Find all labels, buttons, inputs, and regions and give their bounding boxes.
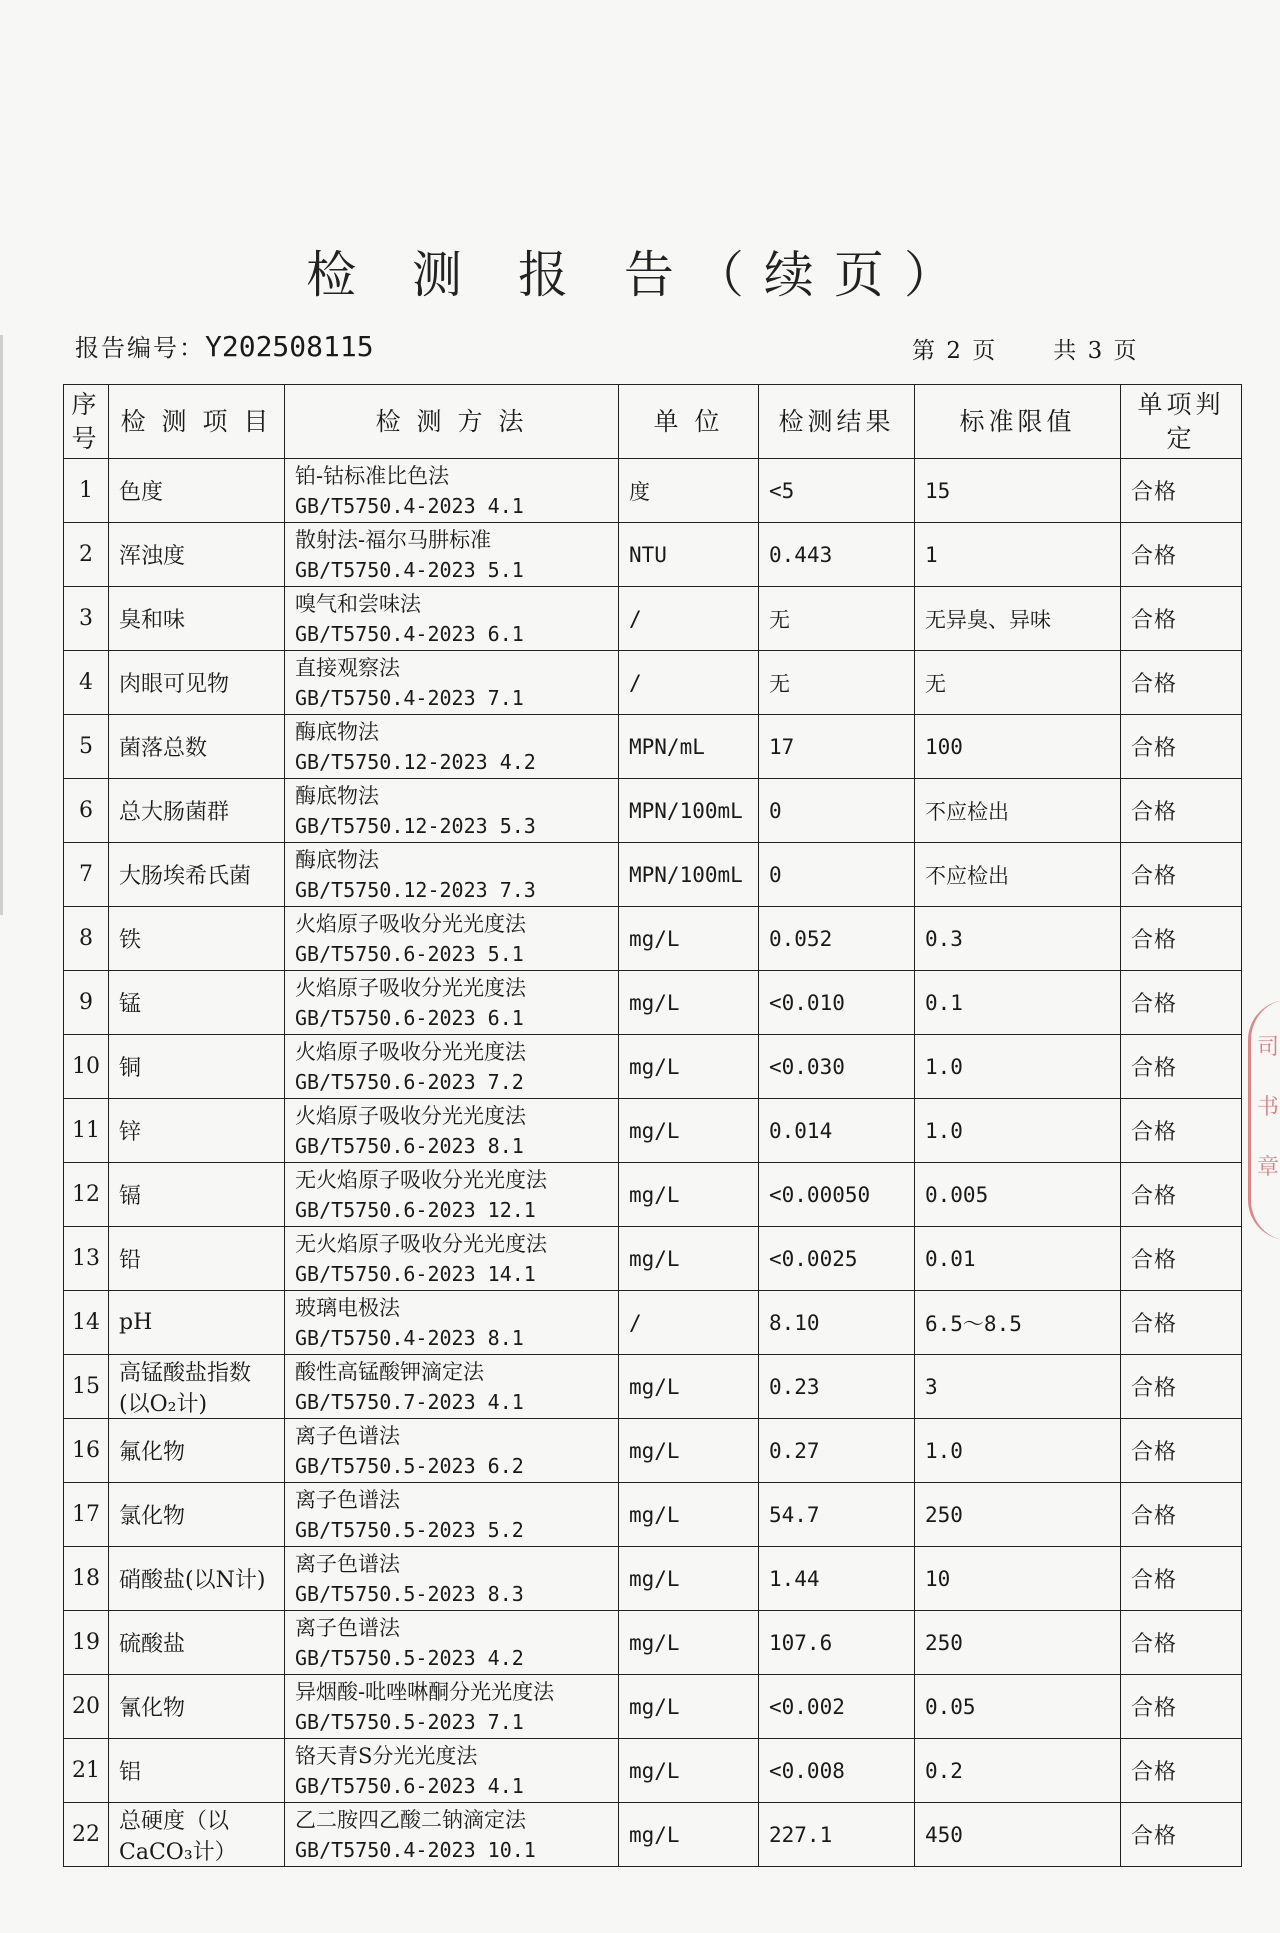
report-number [75,328,374,363]
cell-judge: 合格 [1121,1355,1242,1419]
cell-result: <0.008 [759,1739,915,1803]
cell-seq: 18 [64,1547,109,1611]
method-standard: GB/T5750.6-2023 14.1 [295,1261,536,1286]
method-name: 酶底物法 [295,719,379,744]
method-name: 火焰原子吸收分光光度法 [295,975,526,1000]
cell-result: 无 [759,651,915,715]
method-standard: GB/T5750.5-2023 4.2 [295,1645,524,1670]
cell-unit: mg/L [619,1227,759,1291]
method-standard: GB/T5750.4-2023 4.1 [295,493,524,518]
cell-limit: 无 [915,651,1121,715]
header-unit: 单 位 [619,385,759,459]
cell-seq: 6 [64,779,109,843]
cell-judge: 合格 [1121,1035,1242,1099]
cell-seq: 16 [64,1419,109,1483]
cell-item: 铁 [109,907,285,971]
cell-seq: 2 [64,523,109,587]
cell-unit: mg/L [619,1419,759,1483]
cell-judge: 合格 [1121,459,1242,523]
cell-item: 镉 [109,1163,285,1227]
method-name: 离子色谱法 [295,1615,400,1640]
table-row [64,1611,1242,1675]
method-standard: GB/T5750.6-2023 12.1 [295,1197,536,1222]
cell-limit: 0.01 [915,1227,1121,1291]
cell-item: 肉眼可见物 [109,651,285,715]
cell-seq: 12 [64,1163,109,1227]
cell-judge: 合格 [1121,1611,1242,1675]
cell-seq: 4 [64,651,109,715]
cell-result: 0.27 [759,1419,915,1483]
cell-judge: 合格 [1121,907,1242,971]
cell-item: 铅 [109,1227,285,1291]
header-judge: 单项判定 [1121,385,1242,459]
table-row [64,1163,1242,1227]
cell-item: 锌 [109,1099,285,1163]
cell-result: 0.014 [759,1099,915,1163]
method-standard: GB/T5750.5-2023 6.2 [295,1453,524,1478]
method-standard: GB/T5750.4-2023 10.1 [295,1837,536,1862]
cell-seq: 20 [64,1675,109,1739]
cell-seq: 13 [64,1227,109,1291]
cell-limit: 0.3 [915,907,1121,971]
cell-judge: 合格 [1121,1547,1242,1611]
cell-item: 总硬度（以CaCO₃计） [109,1803,285,1867]
cell-unit: mg/L [619,1803,759,1867]
cell-limit: 250 [915,1611,1121,1675]
cell-unit: mg/L [619,1355,759,1419]
cell-result: 0 [759,779,915,843]
cell-method [285,715,619,779]
cell-method [285,587,619,651]
cell-judge: 合格 [1121,651,1242,715]
cell-result: 227.1 [759,1803,915,1867]
table-row [64,1419,1242,1483]
method-name: 异烟酸-吡唑啉酮分光光度法 [295,1679,555,1704]
cell-method [285,1355,619,1419]
table-row [64,587,1242,651]
cell-unit: mg/L [619,1099,759,1163]
table-row [64,1099,1242,1163]
method-name: 乙二胺四乙酸二钠滴定法 [295,1807,526,1832]
cell-method [285,843,619,907]
cell-item: 氯化物 [109,1483,285,1547]
cell-unit: / [619,651,759,715]
method-standard: GB/T5750.5-2023 8.3 [295,1581,524,1606]
cell-limit: 0.1 [915,971,1121,1035]
cell-item: 氟化物 [109,1419,285,1483]
table-row [64,1739,1242,1803]
cell-unit: mg/L [619,971,759,1035]
cell-method [285,1547,619,1611]
cell-seq: 19 [64,1611,109,1675]
cell-item: 氰化物 [109,1675,285,1739]
cell-result: 0.23 [759,1355,915,1419]
cell-unit: / [619,1291,759,1355]
cell-limit: 1.0 [915,1099,1121,1163]
cell-seq: 15 [64,1355,109,1419]
cell-limit: 0.05 [915,1675,1121,1739]
method-name: 火焰原子吸收分光光度法 [295,911,526,936]
cell-limit: 1.0 [915,1035,1121,1099]
method-name: 火焰原子吸收分光光度法 [295,1103,526,1128]
cell-limit: 1.0 [915,1419,1121,1483]
cell-unit: NTU [619,523,759,587]
report-number-value: Y202508115 [205,330,374,363]
cell-item: 高锰酸盐指数(以O₂计) [109,1355,285,1419]
cell-method [285,1035,619,1099]
cell-result: <0.002 [759,1675,915,1739]
cell-method [285,1163,619,1227]
scan-edge-shadow [0,335,3,915]
method-name: 铂-钴标准比色法 [295,463,450,488]
cell-judge: 合格 [1121,1291,1242,1355]
cell-seq: 3 [64,587,109,651]
cell-judge: 合格 [1121,715,1242,779]
page-indicator [912,332,1147,365]
cell-seq: 10 [64,1035,109,1099]
method-name: 酶底物法 [295,847,379,872]
method-standard: GB/T5750.6-2023 5.1 [295,941,524,966]
method-standard: GB/T5750.6-2023 7.2 [295,1069,524,1094]
cell-seq: 5 [64,715,109,779]
table-row [64,779,1242,843]
cell-judge: 合格 [1121,971,1242,1035]
table-row [64,1291,1242,1355]
cell-seq: 11 [64,1099,109,1163]
cell-judge: 合格 [1121,843,1242,907]
cell-unit: mg/L [619,1163,759,1227]
method-name: 酶底物法 [295,783,379,808]
page-title: 检 测 报 告（续页） [306,246,974,304]
cell-result: 0 [759,843,915,907]
cell-result: 107.6 [759,1611,915,1675]
cell-method [285,1611,619,1675]
cell-seq: 9 [64,971,109,1035]
method-standard: GB/T5750.12-2023 4.2 [295,749,536,774]
header-result: 检测结果 [759,385,915,459]
cell-unit: mg/L [619,1739,759,1803]
cell-unit: mg/L [619,1675,759,1739]
cell-method [285,779,619,843]
cell-result: <0.0025 [759,1227,915,1291]
table-row [64,651,1242,715]
cell-unit: MPN/100mL [619,843,759,907]
cell-item: 硫酸盐 [109,1611,285,1675]
table-row [64,1227,1242,1291]
cell-seq: 1 [64,459,109,523]
cell-seq: 22 [64,1803,109,1867]
cell-result: <0.00050 [759,1163,915,1227]
cell-method [285,1483,619,1547]
cell-limit: 无异臭、异味 [915,587,1121,651]
report-number-label: 报告编号： [75,334,205,362]
cell-result: 无 [759,587,915,651]
cell-seq: 7 [64,843,109,907]
cell-item: 锰 [109,971,285,1035]
cell-method [285,1227,619,1291]
cell-method [285,1803,619,1867]
cell-seq: 14 [64,1291,109,1355]
cell-method [285,907,619,971]
cell-item: 铝 [109,1739,285,1803]
cell-judge: 合格 [1121,1675,1242,1739]
cell-judge: 合格 [1121,1099,1242,1163]
method-standard: GB/T5750.6-2023 6.1 [295,1005,524,1030]
cell-judge: 合格 [1121,779,1242,843]
cell-limit: 250 [915,1483,1121,1547]
table-row [64,1355,1242,1419]
method-standard: GB/T5750.7-2023 4.1 [295,1389,524,1414]
header-seq: 序号 [64,385,109,459]
cell-unit: 度 [619,459,759,523]
method-name: 离子色谱法 [295,1423,400,1448]
cell-limit: 10 [915,1547,1121,1611]
method-name: 火焰原子吸收分光光度法 [295,1039,526,1064]
cell-result: <5 [759,459,915,523]
table-row [64,459,1242,523]
method-standard: GB/T5750.6-2023 4.1 [295,1773,524,1798]
page-total: 共 3 页 [1053,338,1139,364]
cell-unit: mg/L [619,1611,759,1675]
cell-seq: 17 [64,1483,109,1547]
cell-unit: / [619,587,759,651]
cell-item: 浑浊度 [109,523,285,587]
table-header-row [64,385,1242,459]
table-row [64,907,1242,971]
header-limit: 标准限值 [915,385,1121,459]
results-table [63,384,1242,1867]
cell-method [285,1291,619,1355]
table-row [64,1803,1242,1867]
cell-judge: 合格 [1121,1419,1242,1483]
cell-limit: 不应检出 [915,843,1121,907]
cell-item: 总大肠菌群 [109,779,285,843]
method-name: 离子色谱法 [295,1487,400,1512]
cell-limit: 0.005 [915,1163,1121,1227]
cell-limit: 100 [915,715,1121,779]
cell-limit: 0.2 [915,1739,1121,1803]
method-standard: GB/T5750.4-2023 6.1 [295,621,524,646]
cell-result: 0.443 [759,523,915,587]
cell-limit: 450 [915,1803,1121,1867]
cell-seq: 8 [64,907,109,971]
cell-method [285,1675,619,1739]
cell-result: 17 [759,715,915,779]
cell-judge: 合格 [1121,1739,1242,1803]
cell-unit: mg/L [619,907,759,971]
cell-method [285,651,619,715]
table-row [64,971,1242,1035]
cell-method [285,1739,619,1803]
method-standard: GB/T5750.4-2023 8.1 [295,1325,524,1350]
cell-item: 铜 [109,1035,285,1099]
cell-result: 1.44 [759,1547,915,1611]
table-row [64,1483,1242,1547]
method-name: 无火焰原子吸收分光光度法 [295,1167,547,1192]
method-standard: GB/T5750.12-2023 7.3 [295,877,536,902]
cell-judge: 合格 [1121,1803,1242,1867]
cell-item: pH [109,1291,285,1355]
method-standard: GB/T5750.5-2023 7.1 [295,1709,524,1734]
method-name: 无火焰原子吸收分光光度法 [295,1231,547,1256]
cell-result: <0.010 [759,971,915,1035]
method-standard: GB/T5750.4-2023 5.1 [295,557,524,582]
cell-judge: 合格 [1121,1483,1242,1547]
method-name: 离子色谱法 [295,1551,400,1576]
table-row [64,843,1242,907]
cell-limit: 15 [915,459,1121,523]
cell-result: 8.10 [759,1291,915,1355]
cell-method [285,523,619,587]
cell-unit: MPN/mL [619,715,759,779]
method-name: 嗅气和尝味法 [295,591,421,616]
cell-judge: 合格 [1121,1227,1242,1291]
cell-unit: MPN/100mL [619,779,759,843]
header-item: 检 测 项 目 [109,385,285,459]
cell-item: 臭和味 [109,587,285,651]
cell-limit: 不应检出 [915,779,1121,843]
cell-result: <0.030 [759,1035,915,1099]
cell-method [285,971,619,1035]
method-standard: GB/T5750.5-2023 5.2 [295,1517,524,1542]
table-row [64,1675,1242,1739]
red-seal-stamp: 司 书 章 [1248,1000,1280,1240]
cell-limit: 6.5～8.5 [915,1291,1121,1355]
cell-result: 54.7 [759,1483,915,1547]
cell-item: 大肠埃希氏菌 [109,843,285,907]
table-row [64,1547,1242,1611]
method-standard: GB/T5750.6-2023 8.1 [295,1133,524,1158]
method-name: 铬天青S分光光度法 [295,1743,478,1768]
cell-item: 菌落总数 [109,715,285,779]
cell-unit: mg/L [619,1547,759,1611]
table-row [64,1035,1242,1099]
cell-judge: 合格 [1121,1163,1242,1227]
cell-method [285,459,619,523]
method-name: 酸性高锰酸钾滴定法 [295,1359,484,1384]
header-method: 检 测 方 法 [285,385,619,459]
page-current: 第 2 页 [912,338,998,364]
cell-item: 色度 [109,459,285,523]
table-row [64,715,1242,779]
method-standard: GB/T5750.12-2023 5.3 [295,813,536,838]
cell-judge: 合格 [1121,523,1242,587]
method-name: 直接观察法 [295,655,400,680]
cell-seq: 21 [64,1739,109,1803]
cell-unit: mg/L [619,1035,759,1099]
method-name: 玻璃电极法 [295,1295,400,1320]
cell-judge: 合格 [1121,587,1242,651]
cell-limit: 3 [915,1355,1121,1419]
cell-item: 硝酸盐(以N计) [109,1547,285,1611]
method-standard: GB/T5750.4-2023 7.1 [295,685,524,710]
cell-method [285,1099,619,1163]
method-name: 散射法-福尔马肼标准 [295,527,492,552]
table-row [64,523,1242,587]
cell-unit: mg/L [619,1483,759,1547]
cell-method [285,1419,619,1483]
cell-limit: 1 [915,523,1121,587]
cell-result: 0.052 [759,907,915,971]
